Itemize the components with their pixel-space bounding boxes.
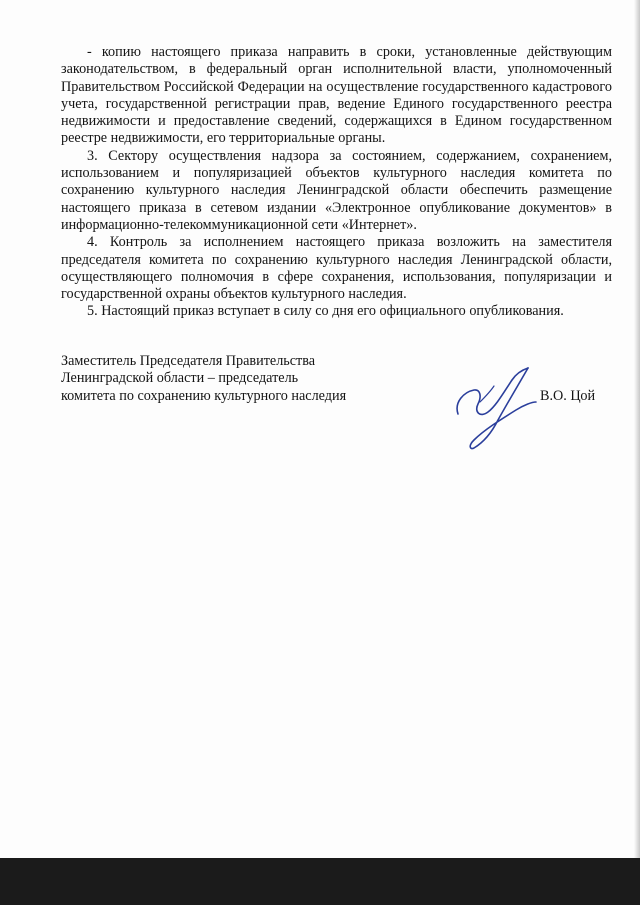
signatory-title bbox=[61, 353, 346, 405]
paragraph-item-4: 4. Контроль за исполнением настоящего приказа возложить на заместителя председателя комитета по сохранению культурного наследия Ленинградской области, осуществляющего полномочия в сфере сохранения, использования, популяризации и государственной охраны объектов культурного наследия. bbox=[61, 234, 612, 303]
document-body bbox=[61, 44, 612, 321]
signatory-title-line: Заместитель Председателя Правительства bbox=[61, 353, 316, 369]
paragraph-item-3: 3. Сектору осуществления надзора за состоянием, содержанием, сохранением, использованием и популяризацией объектов культурного наследия комитета по сохранению культурного наследия Ленинградской области обеспечить размещение настоящего приказа в сетевом издании «Электронное опубликование документов» в информационно-телекоммуникационной сети «Интернет». bbox=[61, 147, 612, 233]
signatory-title-line: Ленинградской области – председатель bbox=[61, 370, 299, 387]
signatory-title-line: комитета по сохранению культурного наследия bbox=[61, 387, 347, 404]
signer-name: В.О. Цой bbox=[540, 388, 596, 404]
scan-shadow bbox=[634, 0, 640, 858]
scan-border bbox=[0, 858, 640, 905]
handwritten-signature-icon bbox=[450, 362, 540, 452]
paragraph-item-5: 5. Настоящий приказ вступает в силу со дня его официального опубликования. bbox=[87, 303, 564, 320]
paragraph-send-copy: - копию настоящего приказа направить в сроки, установленные действующим законодательством, в федеральный орган исполнительной власти, уполномоченный Правительством Российской Федерации на осуществление государственного кадастрового учета, государственной регистрации прав, ведение Единого государственного реестра недвижимости и предоставление сведений, содержащихся в Едином государственном реестре недвижимости, его территориальные органы. bbox=[61, 44, 612, 147]
